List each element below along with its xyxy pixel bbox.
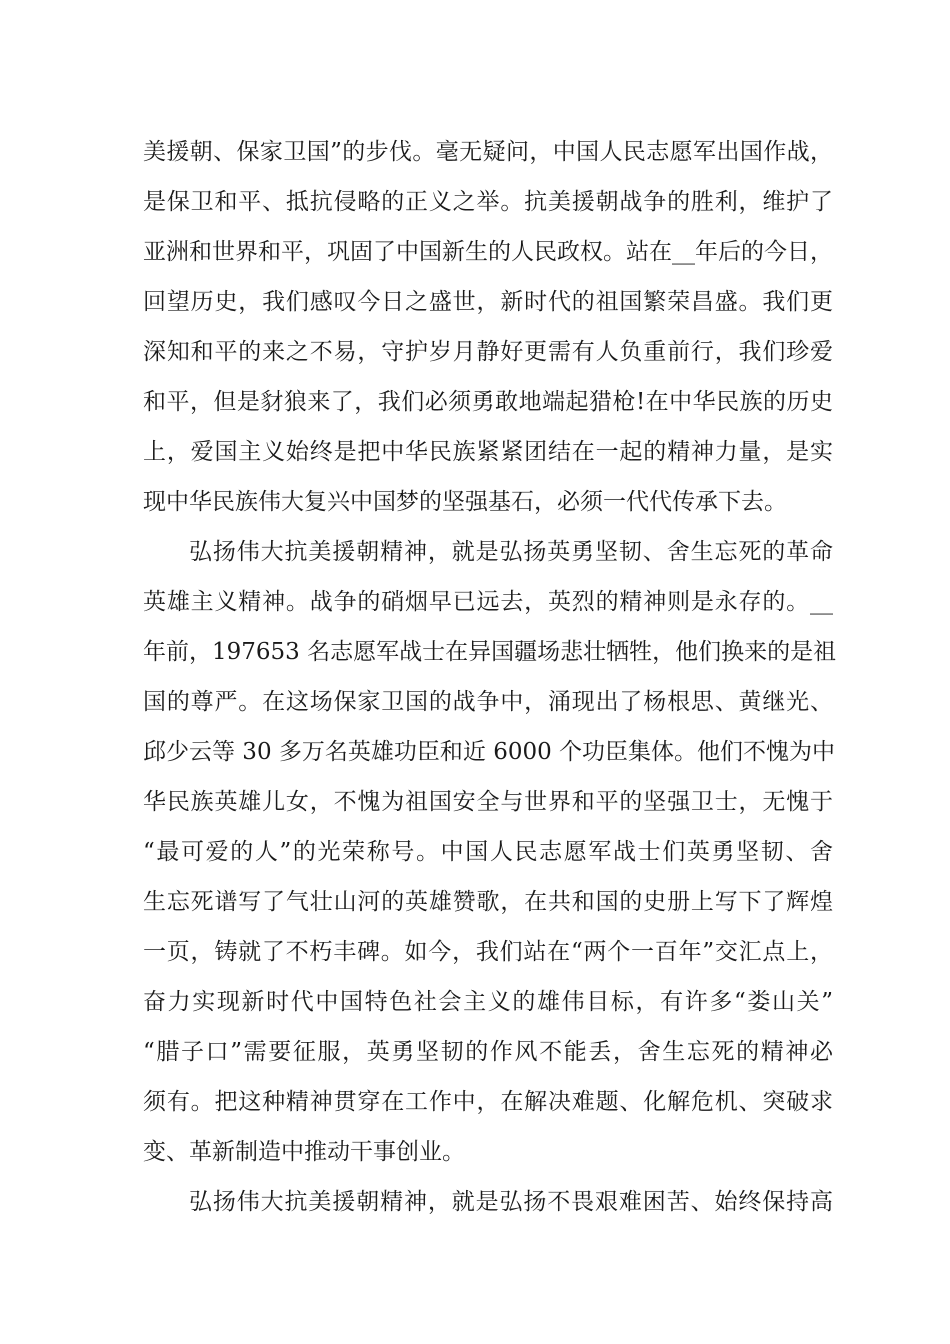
paragraph-1-line-7: 上，爱国主义始终是把中华民族紧紧团结在一起的精神力量，是实 bbox=[143, 439, 833, 465]
paragraph-2-line-1: 弘扬伟大抗美援朝精神，就是弘扬英勇坚韧、舍生忘死的革命 bbox=[189, 539, 833, 565]
paragraph-3-line-1: 弘扬伟大抗美援朝精神，就是弘扬不畏艰难困苦、始终保持高 bbox=[189, 1189, 833, 1215]
paragraph-2-line-5: 邱少云等 30 多万名英雄功臣和近 6000 个功臣集体。他们不愧为中 bbox=[143, 739, 836, 765]
paragraph-1-line-2: 是保卫和平、抵抗侵略的正义之举。抗美援朝战争的胜利，维护了 bbox=[143, 189, 833, 215]
paragraph-2-line-11: “腊子口”需要征服，英勇坚韧的作风不能丢，舍生忘死的精神必 bbox=[143, 1039, 833, 1065]
paragraph-1-line-1: 美援朝、保家卫国”的步伐。毫无疑问，中国人民志愿军出国作战， bbox=[143, 139, 833, 165]
paragraph-2-line-12: 须有。把这种精神贯穿在工作中，在解决难题、化解危机、突破求 bbox=[143, 1089, 833, 1115]
paragraph-2-line-13: 变、革新制造中推动干事创业。 bbox=[143, 1139, 465, 1165]
paragraph-1-line-8: 现中华民族伟大复兴中国梦的坚强基石，必须一代代传承下去。 bbox=[143, 489, 787, 515]
paragraph-2-line-7: “最可爱的人”的光荣称号。中国人民志愿军战士们英勇坚韧、舍 bbox=[143, 839, 833, 865]
paragraph-2-line-8: 生忘死谱写了气壮山河的英雄赞歌，在共和国的史册上写下了辉煌 bbox=[143, 889, 833, 915]
paragraph-1-line-3: 亚洲和世界和平，巩固了中国新生的人民政权。站在__年后的今日， bbox=[143, 239, 833, 265]
paragraph-2-line-3: 年前，197653 名志愿军战士在异国疆场悲壮牺牲，他们换来的是祖 bbox=[143, 639, 837, 665]
paragraph-2-line-9: 一页，铸就了不朽丰碑。如今，我们站在“两个一百年”交汇点上， bbox=[143, 939, 833, 965]
paragraph-1-line-4: 回望历史，我们感叹今日之盛世，新时代的祖国繁荣昌盛。我们更 bbox=[143, 289, 833, 315]
paragraph-1-line-5: 深知和平的来之不易，守护岁月静好更需有人负重前行，我们珍爱 bbox=[143, 339, 833, 365]
paragraph-2-line-2: 英雄主义精神。战争的硝烟早已远去，英烈的精神则是永存的。__ bbox=[143, 589, 833, 615]
paragraph-1-line-6: 和平，但是豺狼来了，我们必须勇敢地端起猎枪!在中华民族的历史 bbox=[143, 389, 833, 415]
paragraph-2-line-4: 国的尊严。在这场保家卫国的战争中，涌现出了杨根思、黄继光、 bbox=[143, 689, 833, 715]
paragraph-2-line-6: 华民族英雄儿女，不愧为祖国安全与世界和平的坚强卫士，无愧于 bbox=[143, 789, 833, 815]
paragraph-2-line-10: 奋力实现新时代中国特色社会主义的雄伟目标，有许多“娄山关” bbox=[143, 989, 833, 1015]
